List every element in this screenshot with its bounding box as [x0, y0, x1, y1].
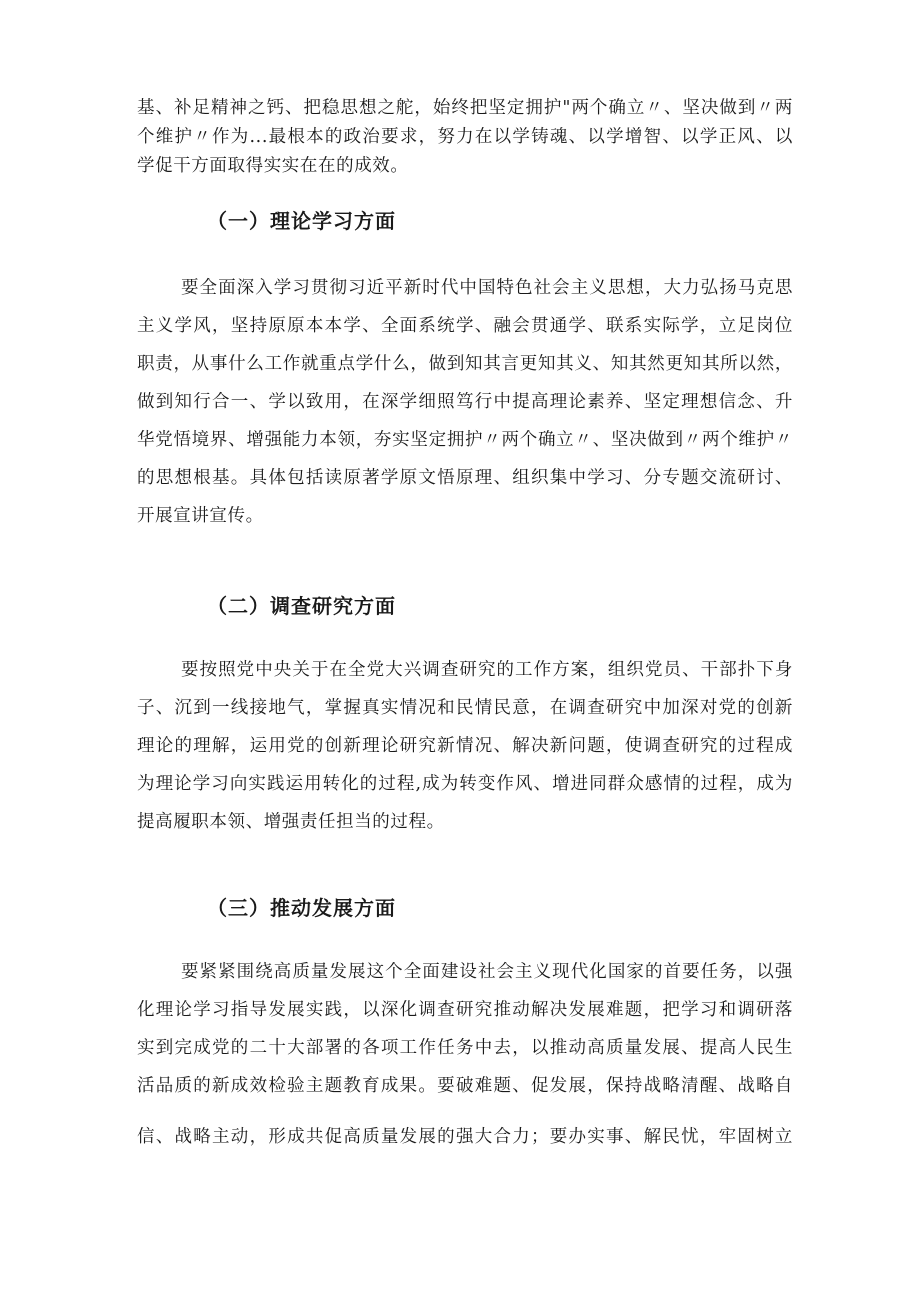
paragraph-line: 子、沉到一线接地气，掌握真实情况和民情民意，在调查研究中加深对党的创新 [137, 698, 793, 718]
section-heading-research: （二）调查研究方面 [207, 594, 396, 618]
paragraph-line: 华党悟境界、增强能力本领，夯实坚定拥护〃两个确立〃、坚决做到〃两个维护〃 [137, 430, 793, 450]
paragraph-line: 化理论学习指导发展实践，以深化调查研究推动解决发展难题，把学习和调研落 [137, 1000, 793, 1020]
intro-line: 基、补足精神之钙、把稳思想之舵，始终把坚定拥护"两个确立〃、坚决做到〃两 [137, 98, 793, 118]
intro-line: 学促干方面取得实实在在的成效。 [137, 156, 409, 176]
paragraph-line: 职责，从事什么工作就重点学什么，做到知其言更知其义、知其然更知其所以然， [137, 354, 793, 374]
paragraph-line: 信、战略主动，形成共促高质量发展的强大合力；要办实事、解民忧，牢固树立 [137, 1127, 793, 1147]
paragraph-line: 做到知行合一、学以致用，在深学细照笃行中提高理论素养、坚定理想信念、升 [137, 392, 793, 412]
intro-line: 个维护〃作为...最根本的政治要求，努力在以学铸魂、以学增智、以学正风、以 [137, 127, 793, 147]
paragraph-line: 要紧紧围绕高质量发展这个全面建设社会主义现代化国家的首要任务，以强 [181, 962, 793, 982]
paragraph-line: 活品质的新成效检验主题教育成果。要破难题、促发展，保持战略清醒、战略自 [137, 1076, 793, 1096]
paragraph-line: 要全面深入学习贯彻习近平新时代中国特色社会主义思想，大力弘扬马克思 [181, 278, 793, 298]
paragraph-line: 为理论学习向实践运用转化的过程,成为转变作风、增进同群众感情的过程，成为 [137, 774, 793, 794]
section-heading-theory-study: （一）理论学习方面 [207, 209, 396, 233]
paragraph-line: 主义学风，坚持原原本本学、全面系统学、融会贯通学、联系实际学，立足岗位 [137, 316, 793, 336]
paragraph-line: 理论的理解，运用党的创新理论研究新情况、解决新问题，使调查研究的过程成 [137, 736, 793, 756]
section-heading-development: （三）推动发展方面 [207, 896, 396, 920]
paragraph-line: 提高履职本领、增强责任担当的过程。 [137, 812, 445, 832]
paragraph-line: 开展宣讲宣传。 [137, 506, 264, 526]
paragraph-line: 要按照党中央关于在全党大兴调查研究的工作方案，组织党员、干部扑下身 [181, 660, 793, 680]
paragraph-line: 实到完成党的二十大部署的各项工作任务中去，以推动高质量发展、提高人民生 [137, 1038, 793, 1058]
paragraph-line: 的思想根基。具体包括读原著学原文悟原理、组织集中学习、分专题交流研讨、 [137, 468, 793, 488]
